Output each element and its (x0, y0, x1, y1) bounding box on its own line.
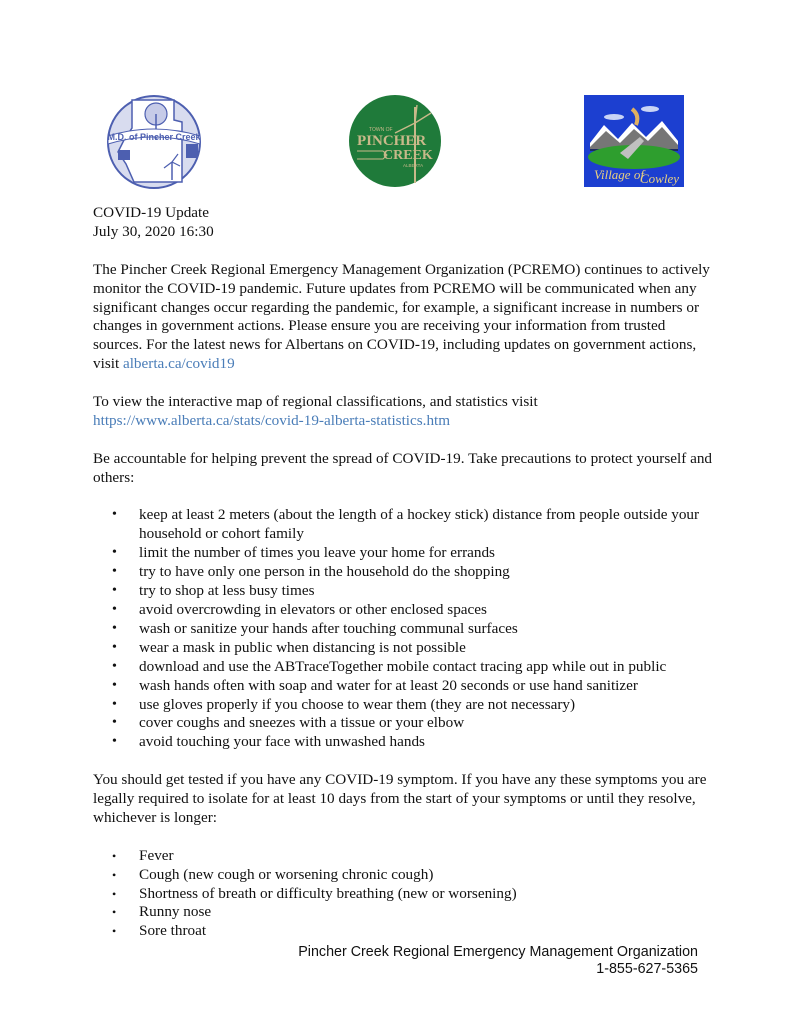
list-item: • wear a mask in public when distancing is not possible (112, 639, 713, 658)
town-pincher-creek-logo (347, 93, 443, 189)
alberta-statistics-link[interactable]: https://www.alberta.ca/stats/covid-19-alberta-statistics.htm (93, 411, 451, 429)
testing-paragraph: You should get tested if you have any COVID-19 symptom. If you have any these symptoms you are legally required to isolate for at least 10 days from the start of your symptoms or until they resolve, whichever is longer: (93, 771, 707, 826)
list-item: • download and use the ABTraceTogether mobile contact tracing app while out in public (112, 658, 713, 677)
list-item: • wash hands often with soap and water for at least 20 seconds or use hand sanitizer (112, 677, 713, 696)
svg-text:CREEK: CREEK (383, 148, 433, 163)
footer-org: Pincher Creek Regional Emergency Management Organization (298, 944, 698, 960)
list-item: • avoid touching your face with unwashed hands (112, 733, 713, 752)
svg-text:ALBERTA: ALBERTA (403, 163, 424, 168)
list-item: • use gloves properly if you choose to wear them (they are not necessary) (112, 696, 713, 715)
list-item: • keep at least 2 meters (about the length of a hockey stick) distance from people outside your household or cohort family (112, 506, 713, 544)
svg-text:M.D. of Pincher Creek: M.D. of Pincher Creek (107, 132, 201, 142)
svg-text:Village of: Village of (594, 167, 644, 182)
precautions-list (112, 506, 713, 752)
svg-text:TOWN OF: TOWN OF (369, 127, 393, 133)
intro-paragraph (93, 261, 713, 374)
footer (298, 944, 698, 978)
list-item: • Runny nose (112, 903, 713, 922)
list-item: • limit the number of times you leave your home for errands (112, 544, 713, 563)
document-datetime: July 30, 2020 16:30 (93, 222, 214, 240)
footer-phone: 1-855-627-5365 (596, 961, 698, 977)
list-item: • wash or sanitize your hands after touching communal surfaces (112, 620, 713, 639)
list-item: • avoid overcrowding in elevators or other enclosed spaces (112, 601, 713, 620)
list-item: • Shortness of breath or difficulty breathing (new or worsening) (112, 885, 713, 904)
precautions-intro: Be accountable for helping prevent the spread of COVID-19. Take precautions to protect yourself and others: (93, 449, 713, 486)
svg-text:PINCHER: PINCHER (357, 133, 427, 149)
document-body (93, 204, 713, 941)
md-pincher-creek-logo (104, 92, 204, 190)
list-item: • try to shop at less busy times (112, 582, 713, 601)
alberta-covid19-link[interactable]: alberta.ca/covid19 (122, 355, 235, 373)
list-item: • try to have only one person in the household do the shopping (112, 563, 713, 582)
intro-text: The Pincher Creek Regional Emergency Management Organization (PCREMO) continues to actively monitor the COVID-19 pandemic. Future updates from PCREMO will be communicated when any significant changes occur regarding the pandemic, for example, a significant increase in numbers or changes in government actions. Please ensure you are receiving your information from trusted sources. For the latest news for Albertans on COVID-19, including updates on government actions, visit (93, 260, 710, 373)
village-cowley-logo (584, 95, 684, 187)
document-header (93, 204, 713, 242)
list-item: • Sore throat (112, 922, 713, 941)
list-item: • Cough (new cough or worsening chronic cough) (112, 866, 713, 885)
svg-text:Cowley: Cowley (640, 171, 679, 186)
list-item: • cover coughs and sneezes with a tissue or your elbow (112, 714, 713, 733)
symptoms-list (112, 847, 713, 942)
document-title: COVID-19 Update (93, 204, 209, 221)
map-text: To view the interactive map of regional classifications, and statistics visit (93, 393, 538, 411)
list-item: • Fever (112, 847, 713, 866)
map-paragraph (93, 393, 713, 431)
